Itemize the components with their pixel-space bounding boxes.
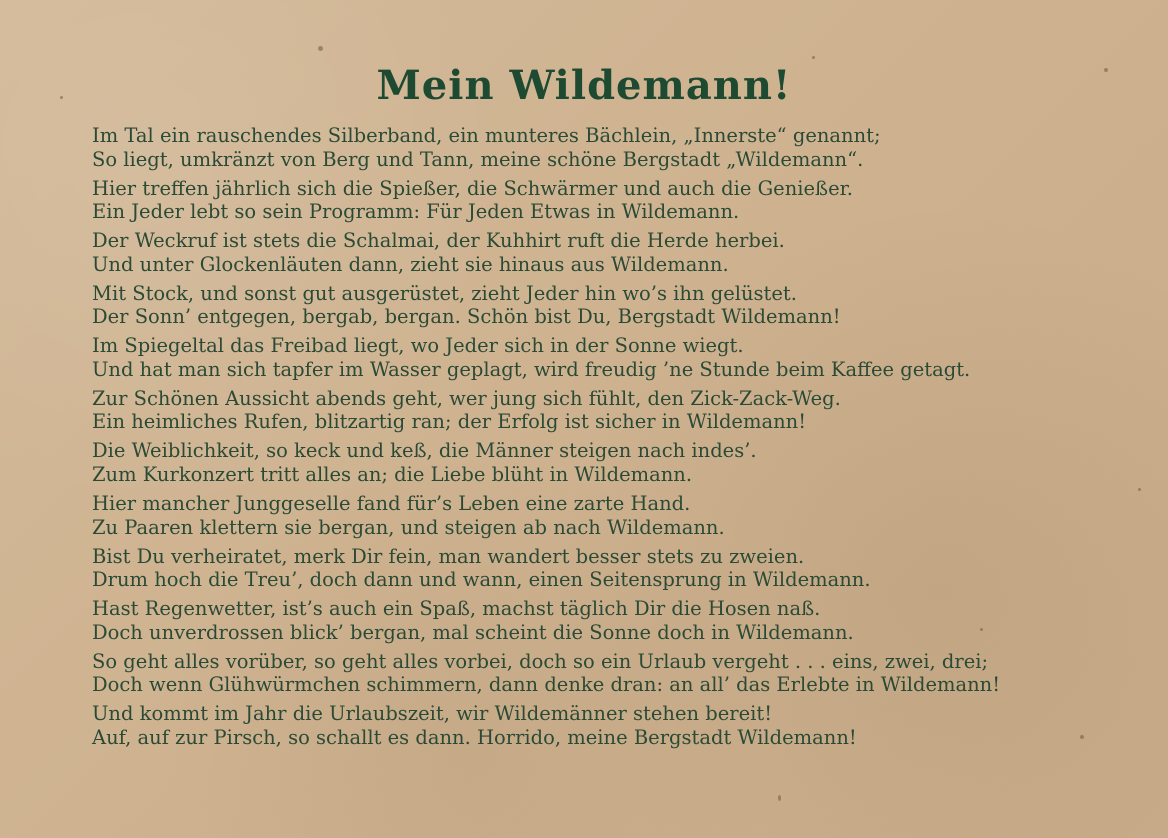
poem-line: Der Weckruf ist stets die Schalmai, der Kuhhirt ruft die Herde herbei. — [92, 229, 785, 253]
stanza-7 — [92, 439, 1122, 486]
poem-line: Und unter Glockenläuten dann, zieht sie hinaus aus Wildemann. — [92, 252, 729, 276]
paper-speck — [778, 795, 781, 801]
paper-speck — [1138, 488, 1141, 491]
stanza-8 — [92, 492, 1122, 539]
page-title: Mein Wildemann! — [376, 62, 792, 109]
poem-line: Drum hoch die Treu’, doch dann und wann, einen Seitensprung in Wildemann. — [92, 568, 871, 592]
poem-line: Doch wenn Glühwürmchen schimmern, dann denke dran: an all’ das Erlebte in Wildemann! — [92, 673, 1001, 697]
stanza-4 — [92, 282, 1122, 329]
poem-line: Zur Schönen Aussicht abends geht, wer jung sich fühlt, den Zick-Zack-Weg. — [92, 386, 841, 410]
poem-line: Zum Kurkonzert tritt alles an; die Liebe blüht in Wildemann. — [92, 463, 693, 487]
poem-line: Im Spiegeltal das Freibad liegt, wo Jeder sich in der Sonne wiegt. — [92, 334, 744, 358]
stanza-5 — [92, 334, 1122, 381]
poem-line: Und hat man sich tapfer im Wasser geplagt, wird freudig ’ne Stunde beim Kaffee getagt. — [92, 357, 971, 381]
poem-line: Hier treffen jährlich sich die Spießer, die Schwärmer und auch die Genießer. — [92, 176, 853, 200]
poem-line: Mit Stock, und sonst gut ausgerüstet, zieht Jeder hin wo’s ihn gelüstet. — [92, 281, 797, 305]
poem-body — [92, 124, 1122, 755]
stanza-1 — [92, 124, 1122, 171]
poem-line: Auf, auf zur Pirsch, so schallt es dann. Horrido, meine Bergstadt Wildemann! — [92, 725, 857, 749]
poem-line: Ein Jeder lebt so sein Programm: Für Jeden Etwas in Wildemann. — [92, 200, 740, 224]
poem-line: Im Tal ein rauschendes Silberband, ein munteres Bächlein, „Innerste“ genannt; — [92, 124, 881, 147]
stanza-2 — [92, 177, 1122, 224]
poem-line: So liegt, umkränzt von Berg und Tann, meine schöne Bergstadt „Wildemann“. — [92, 147, 864, 171]
poem-line: Hier mancher Junggeselle fand für’s Leben eine zarte Hand. — [92, 492, 691, 516]
poem-line: So geht alles vorüber, so geht alles vorbei, doch so ein Urlaub vergeht . . . eins, zwei, drei; — [92, 649, 989, 673]
stanza-3 — [92, 229, 1122, 276]
poem-line: Und kommt im Jahr die Urlaubszeit, wir Wildemänner stehen bereit! — [92, 702, 773, 726]
stanza-11 — [92, 650, 1122, 697]
stanza-10 — [92, 597, 1122, 644]
poem-line: Zu Paaren klettern sie bergan, und steigen ab nach Wildemann. — [92, 515, 725, 539]
poem-line: Doch unverdrossen blick’ bergan, mal scheint die Sonne doch in Wildemann. — [92, 620, 854, 644]
poem-line: Der Sonn’ entgegen, bergab, bergan. Schön bist Du, Bergstadt Wildemann! — [92, 305, 841, 329]
stanza-12 — [92, 702, 1122, 749]
paper-speck — [812, 56, 815, 59]
poem-line: Bist Du verheiratet, merk Dir fein, man wandert besser stets zu zweien. — [92, 544, 805, 568]
poem-line: Ein heimliches Rufen, blitzartig ran; der Erfolg ist sicher in Wildemann! — [92, 410, 807, 434]
stanza-9 — [92, 545, 1122, 592]
poem-line: Die Weiblichkeit, so keck und keß, die Männer steigen nach indes’. — [92, 439, 757, 463]
poem-line: Hast Regenwetter, ist’s auch ein Spaß, machst täglich Dir die Hosen naß. — [92, 597, 821, 621]
paper-speck — [318, 46, 323, 51]
stanza-6 — [92, 387, 1122, 434]
